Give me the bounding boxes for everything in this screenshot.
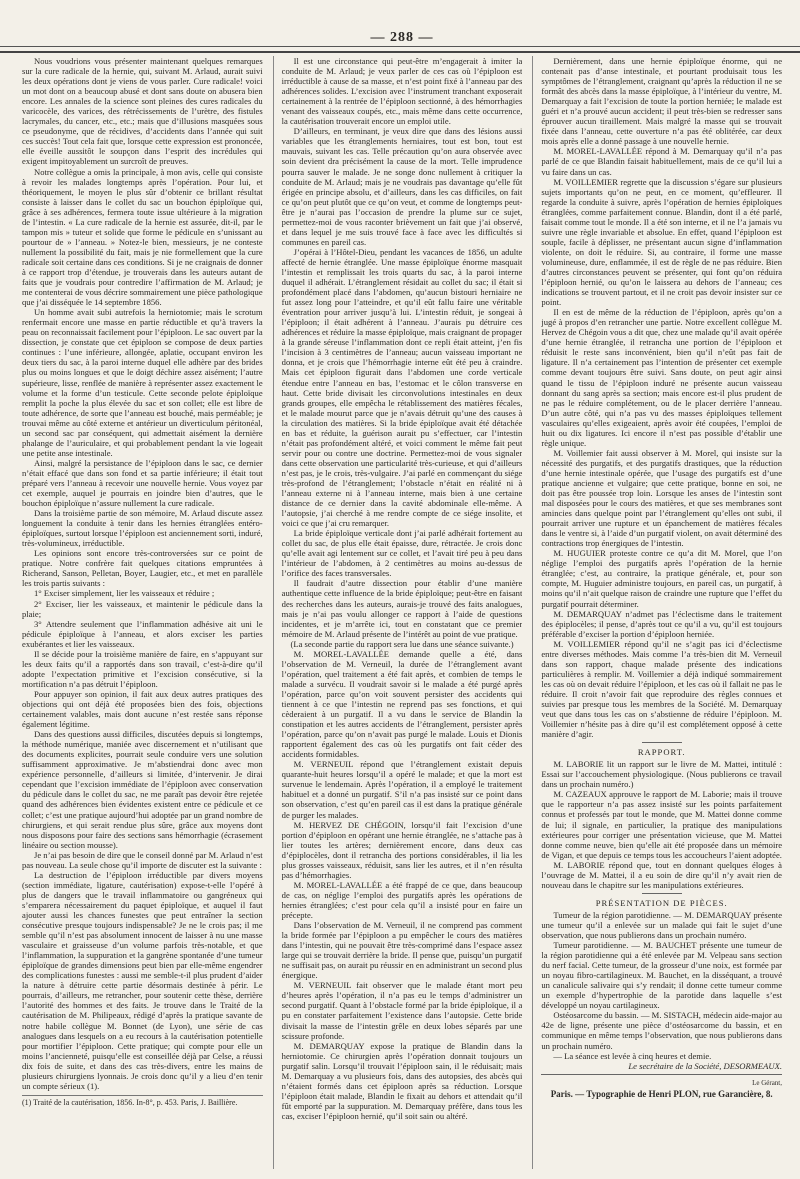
paragraph: M. HUGUIER proteste contre ce qu’a dit M. Morel, que l’on néglige l’emploi des purgatifs après l’opération de la hernie étranglée; c’est, au contraire, la pratique générale, et, pour son compte, M. Huguier administre toujours, en pareil cas, un purgatif, à moins qu’il n’ait quelque raison de craindre une rupture que l’effet du purgatif pourrait déterminer. <box>541 548 783 609</box>
paragraph: La bride épiploïque verticale dont j’ai parlé adhérait fortement au collet du sac, de plus elle était épaisse, dure, rétractée. Je crois donc qu’elle avait agi lentement sur ce collet, et l’avait tiré peu à peu dans l’intérieur de l’abdomen, à 2 centimètres au moins au-dessus de l’orifice des faces transversales. <box>281 528 523 579</box>
paragraph: M. MOREL-LAVALLÉE a été frappé de ce que, dans beaucoup de cas, on néglige l’emploi des purgatifs après les opérations de hernies étranglées; c’est pour cela qu’il a insisté pour en faire un précepte. <box>281 879 523 920</box>
secretary-signature: Le secrétaire de la Société, DESORMEAUX. <box>628 1060 783 1071</box>
paragraph: M. DEMARQUAY n’admet pas l’éclectisme dans le traitement des épiplocèles; il pense, d’après tout ce qu’il a vu, qu’il est toujours préférable d’exciser la portion d’épiploon herniée. <box>541 608 783 639</box>
column-3 <box>532 56 782 1169</box>
section-heading-rapport: RAPPORT. <box>637 747 686 758</box>
page-header <box>22 10 782 45</box>
paragraph: Il faudrait d’autre dissection pour établir d’une manière authentique cette influence de la bride épiploïque; peut-être en faisant des recherches dans les auteurs, aurais-je trouvé des faits analogues, mais je n’ai pas voulu allonger ce rapport à l’aide de questions incidentes, et je m’arrête ici, tout en constatant que ce premier mémoire de M. Arlaud présente de l’intérêt au point de vue pratique. <box>281 578 523 639</box>
paragraph: M. VERNEUIL fait observer que le malade étant mort peu d’heures après l’opération, il n’a pas eu le temps d’administrer un second purgatif. Quant à l’obstacle formé par la bride épiploïque, il a pu en constater parfaitement l’existence dans l’autopsie. Cette bride divisait la masse de l’intestin grêle en deux lobes séparés par une scissure profonde. <box>281 980 523 1041</box>
paragraph: Ostéosarcome du bassin. — M. SISTACH, médecin aide-major au 42e de ligne, présente une pièce d’ostéosarcome du bassin, et en communique en même temps l’observation, que nous publierons dans un prochain numéro. <box>541 1010 783 1051</box>
paragraph: M. MOREL-LAVALLÉE répond à M. Demarquay qu’il n’a pas parlé de ce que Blandin faisait habituellement, mais de ce qu’il lui a vu faire dans un cas. <box>541 146 783 177</box>
paragraph: Dans des questions aussi difficiles, discutées depuis si longtemps, la méthode numérique, maniée avec discernement et n’utilisant que des documents explicites, pourrait seule conduire vers une solution suffisamment approximative. Je m’abstiendrai donc avec mon expérience personnelle, d’ailleurs si limitée, d’intervenir. Je dirai cependant que l’excision immédiate de l’épiploon avec conservation du pédicule dans le collet du sac, ne me paraît pas devoir être rejetée quand des adhérences bien évidentes existent entre ce pédicule et ce collet; c’est une pratique aujourd’hui adoptée par un grand nombre de chirurgiens, et qui serait rendue plus sûre, grâce aux moyens dont nous disposons pour faire des sections sans hémorrhagie (écrasement linéaire ou section mousse). <box>22 729 263 850</box>
paragraph: Il en est de même de la réduction de l’épiploon, après qu’on a jugé à propos d’en retrancher une partie. Notre excellent collègue M. Hervez de Chégoin vous a dit que, chez une malade qu’il avait opérée d’une hernie étranglée, il retrancha une portion de l’épiploon et réduisit le reste sans inconvénient, bien qu’il n’eût pas fait de ligature. Il n’a certainement pas l’intention de présenter cet exemple comme devant toujours être suivi. Sans doute, on peut agir ainsi quand le tissu de l’épiploon induré ne présente aucun vaisseau donnant du sang après sa section; mais encore est-il plus prudent de ne pas le réduire complétement, ou de le placer derrière l’anneau. D’un autre côté, qui n’a pas vu des masses épiploïques tellement vasculaires qu’elles exigeaient, après avoir été coupées, l’emploi de huit ou dix ligatures. Ici encore il n’est pas possible d’établir une règle unique. <box>541 307 783 448</box>
paragraph: (La seconde partie du rapport sera lue dans une séance suivante.) <box>290 638 514 649</box>
footnote: (1) Traité de la cautérisation, 1856. In-8°, p. 453. Paris, J. Baillière. <box>22 1095 263 1108</box>
paragraph: Il se décide pour la troisième manière de faire, en s’appuyant sur les deux faits qu’il a rapportés dans son travail, c’est-à-dire qu’il adopte l’expectation primitive et l’excision consécutive, si la mortification n’a pas détruit l’épiploon. <box>22 648 263 689</box>
paragraph: M. VOILLEMIER répond qu’il ne s’agit pas ici d’éclectisme entre diverses méthodes. Mais comme l’a très-bien dit M. Verneuil dans son rapport, chaque malade présente des indications particulières à remplir. M. Voillemier a déjà indiqué sommairement les cas où on devait réduire l’épiploon, et les cas où il fallait ne pas le réduire. Il croit n’avoir fait que reproduire des règles connues et suivies par presque tous les membres de la Société. M. Demarquay veut que dans tous les cas on s’abstienne de réduire l’épiploon. M. Voillemier n’hésite pas à dire qu’il est complétement opposé à cette manière d’agir. <box>541 638 783 740</box>
list-item: 2° Exciser, lier les vaisseaux, et maintenir le pédicule dans la plaie; <box>22 598 263 619</box>
paragraph: Les opinions sont encore très-controversées sur ce point de pratique. Notre confrère fait quelques citations empruntées à Richerand, Sanson, Pelletan, Boyer, Laugier, etc., et met en parallèle les trois partis suivants : <box>22 548 263 589</box>
gerant-label: Le Gérant, <box>752 1078 783 1087</box>
paragraph: M. LABORIE répond que, tout en donnant quelques éloges à l’ouvrage de M. Mattei, il a eu soin de dire qu’il n’y avait rien de nouveau dans le chapitre sur les manipulations extérieures. <box>541 859 783 890</box>
paragraph: Dans l’observation de M. Verneuil, il ne comprend pas comment la bride formée par l’épiploon a pu empêcher le cours des matières dans l’intestin, qui ne pouvait être très-comprimé dans l’espace assez large qui se trouvait derrière la bride. Il pense que, puisqu’un purgatif ne suffisait pas, on aurait pu réussir en en administrant un second plus énergique. <box>281 920 523 981</box>
paragraph: J’opérai à l’Hôtel-Dieu, pendant les vacances de 1856, un adulte affecté de hernie étranglée. Une masse épiploïque énorme masquait l’intestin et remplissait les trois quarts du sac, à la paroi interne duquel il adhérait. L’étranglement résidait au collet du sac; il était si profondément placé dans l’abdomen, qu’aucun bistouri herniaire ne fut assez long pour l’atteindre, et qu’il eût fallu faire une véritable éventration pour arriver jusqu’à lui. L’intestin réduit, je songeai à l’épiploon; il était adhérent à l’anneau. J’aurais pu détruire ces adhérences et réduire la masse épiploïque, mais craignant de propager à la grande séreuse l’inflammation dont ce repli était atteint, j’en fis l’incision à 3 centimètres de l’anneau; aucun vaisseau important ne donna, et je crois que l’hémorrhagie interne eût été peu à craindre. Mais cet épiploon figurait dans l’abdomen une corde verticale étendue entre l’anneau en bas, l’estomac et le côlon transverse en haut. Cette bride divisait les circonvolutions intestinales en deux grands groupes, elle empêcha le rétablissement des matières fécales, et le malade mourut parce que je n’avais détruit qu’une des causes à la circulation des matières. Si la bride épiploïque avait été détachée en bas et réduite, la guérison aurait pu s’effectuer, car l’intestin n’était pas profondément altéré, et voici comment le même fait peut servir pour ou contre une doctrine. Permettez-moi de vous signaler dans cette observation une particularité très-curieuse, et qui d’ailleurs n’est pas, je le crois, très-vulgaire. J’ai parlé en commençant du siége très-profond de l’étranglement; l’obstacle n’était en réalité ni à l’anneau externe ni à l’anneau interne, mais bien à une certaine distance de ce dernier dans la cavité abdominale elle-même. A l’autopsie, j’ai cherché à me rendre compte de ce siége insolite, et voici ce que j’ai cru remarquer. <box>281 246 523 529</box>
closing-line: — La séance est levée à cinq heures et demie. <box>553 1050 712 1061</box>
page-number: — 288 — <box>370 30 434 45</box>
divider <box>642 893 682 894</box>
section-heading-pieces: PRÉSENTATION DE PIÈCES. <box>595 897 728 908</box>
paragraph: Notre collègue a omis la principale, à mon avis, celle qui consiste à revoir les malades longtemps après l’opération. Pour lui, et théoriquement, le moyen le plus sûr d’obtenir ce brillant résultat consiste à laisser dans le collet du sac un bouchon épiploïque qui, grâce à ses adhérences, fermera toute issue ultérieure à la migration de l’intestin. « La cure radicale de la hernie est assurée, dit-il, par le tampon mis » tuteur et solide que forme le pédicule en s’unissant au pourtour de » l’anneau. » Notez-le bien, messieurs, je ne conteste nullement la possibilité du fait, mais je nie formellement que la cure radicale soit certaine dans ces conditions. Si je ne craignais de donner à ce rapport trop d’étendue, je trouverais dans les auteurs autant de faits que je voudrais pour contredire l’affirmation de M. Arlaud; je me contenterai de vous décrire sommairement une pièce pathologique que j’ai disséquée le 14 septembre 1856. <box>22 166 263 308</box>
paragraph: D’ailleurs, en terminant, je veux dire que dans des lésions aussi variables que les étranglements herniaires, tout est bon, tout est mauvais, suivant les cas. Telle précaution qu’on aura observée avec soin devient dra précisément la cause de la mort. Telle imprudence pourra sauver le malade. Je ne songe donc nullement à critiquer la conduite de M. Arlaud; mais je ne voudrais pas davantage qu’elle fût érigée en principe absolu, et d’ailleurs, dans les cas difficiles, on fait ce qu’on peut plutôt que ce qu’on veut, et comme de longtemps peut-être je n’aurai pas l’occasion de prendre la plume sur ce sujet, permettez-moi de vous raconter brièvement un fait que j’ai observé, et dans lequel je me suis trouvé face à face avec les difficultés si communes en pareil cas. <box>281 126 523 247</box>
paragraph: M. VOILLEMIER regrette que la discussion s’égare sur plusieurs sujets importants qu’on ne peut, en ce moment, qu’effleurer. Il regarde la conduite à suivre, après l’opération de hernies épiploïques étranglées, comme parfaitement connue. Blandin, dont il a été parlé, faisait comme tout le monde. Il a été son interne, et il ne l’a jamais vu suivre une règle invariable et absolue. En effet, quand l’épiploon est souple, facile à déplisser, ne présentant aucun signe d’inflammation violente, on doit le réduire. Si, au contraire, il forme une masse volumineuse, dure, enflammée, il est de règle de ne pas réduire. Bien d’autres circonstances peuvent se présenter, qui font qu’on réduira l’épiploon hernié, ou qu’on le laissera au dehors de l’anneau; ces indications se trouvent partout, et il ne croit pas devoir insister sur ce point. <box>541 176 783 308</box>
header-rule <box>0 46 800 53</box>
paragraph: M. MOREL-LAVALLÉE demande quelle a été, dans l’observation de M. Verneuil, la durée de l’étranglement avant l’opération, quel traitement a été fait après, et combien de temps le malade a survécu. Il voudrait savoir si le malade a été purgé après l’opération, parce qu’on voit souvent persister des accidents qui tiennent à ce que l’intestin ne reprend pas ses fonctions, et qui cèderaient à un purgatif. Il a vu dans le service de Blandin la constipation et les autres accidents de l’étranglement, persister après l’opération, parce qu’on n’avait pas purgé le malade. Louis et Dionis rapportent également des cas où les purgatifs ont fait céder des accidents formidables. <box>281 648 523 760</box>
divider <box>642 742 682 743</box>
paragraph: Pour appuyer son opinion, il fait aux deux autres pratiques des objections qui ont déjà été proposées bien des fois, objections certainement valables, mais dont aucune n’est restée sans réponse également légitime. <box>22 688 263 730</box>
paragraph: M. CAZEAUX approuve le rapport de M. Laborie; mais il trouve que le rapporteur n’a pas assez insisté sur les points parfaitement connus et professés par tout le monde, que M. Mattei donne comme de lui; il signale, en particulier, la pratique des manipulations extérieures pour corriger une présentation vicieuse, que M. Mattei donne comme neuve, bien qu’elle ait été proposée dans un mémoire de Vigan, et que depuis ce temps tous les accoucheurs l’aient adoptée. <box>541 789 783 860</box>
column-1 <box>22 56 263 1169</box>
divider <box>541 1074 782 1075</box>
paragraph: Dans la troisième partie de son mémoire, M. Arlaud discute assez longuement la conduite à tenir dans les hernies étranglées entéro-épiploïques, surtout lorsque l’épiploon est anciennement sorti, induré, très-volumineux, irréductible. <box>22 508 263 549</box>
text-columns <box>22 56 782 1169</box>
paragraph: Ainsi, malgré la persistance de l’épiploon dans le sac, ce dernier n’était effacé que dans son fond et sa partie inférieure; il était tout préparé vers l’anneau à recevoir une nouvelle hernie. Vous voyez par cet exemple, auquel je pourrais en joindre bien d’autres, que le bouchon épiploïque n’assure nullement la cure radicale. <box>22 457 263 509</box>
paragraph: M. Voillemier fait aussi observer à M. Morel, qui insiste sur la nécessité des purgatifs, et des purgatifs drastiques, que la réduction d’une hernie intestinale opérée, que l’usage des purgatifs est d’une pratique ancienne et vulgaire; que cette pratique, bonne en soi, ne doit pas être poussée trop loin. Lorsque les anses de l’intestin sont mal disposées pour le cours des matières, et que ses membranes sont amincies dans quelque point par l’étranglement qu’elles ont subi, il pourrait arriver une rupture et un épanchement de matières fécales dans le ventre si, à l’aide d’un purgatif violent, on avait déterminé des contractions trop énergiques de l’intestin. <box>541 447 783 549</box>
list-item: 3° Attendre seulement que l’inflammation adhésive ait uni le pédicule épiploïque à l’anneau, et alors exciser les parties exubérantes et lier les vaisseaux. <box>22 618 263 649</box>
paragraph: Il est une circonstance qui peut-être m’engagerait à imiter la conduite de M. Arlaud; je veux parler de ces cas où l’épiploon est irréductible à cause de sa masse, et n’est point fixé à l’anneau par des adhérences solides. L’excision avec l’instrument tranchant exposerait certainement à la rentrée de l’épiploon sectionné, à des hémorrhagies venant des vaisseaux coupés, etc., mais même dans cette occurrence, la cautérisation trouverait encore un emploi utile. <box>281 56 523 127</box>
paragraph: M. VERNEUIL répond que l’étranglement existait depuis quarante-huit heures lorsqu’il a opéré le malade; et que la mort est survenue le lendemain. Après l’opération, il a employé le traitement habituel et a donné un purgatif. S’il n’a pas insisté sur ce point dans son observation, c’est qu’en pareil cas il est dans la pratique générale de purger les malades. <box>281 759 523 820</box>
paragraph: Dernièrement, dans une hernie épiploïque énorme, qui ne contenait pas d’anse intestinale, et pourtant produisait tous les symptômes de l’étranglement, craignant qu’après la réduction il ne se formât des abcès dans la masse épiploïque, à l’intérieur du ventre, M. Demarquay a fait l’excision de toute la portion herniée; le malade est guéri et n’a prouvé aucun accident; il peut très-bien se redresser sans éprouver aucun tiraillement. Mais malgré la masse qui se trouvait fixée dans l’anneau, cette ouverture n’a pas été oblitérée, car deux mois après elle a donné passage à une nouvelle hernie. <box>541 56 783 147</box>
column-2 <box>273 56 523 1169</box>
printer-line: Paris. — Typographie de Henri PLON, rue Garancière, 8. <box>550 1088 773 1099</box>
paragraph: La destruction de l’épiploon irréductible par divers moyens (section immédiate, ligature, cautérisation) expose-t-elle l’opéré à plus de dangers que le travail inflammatoire ou gangréneux qui s’emparera nécessairement du paquet épiploïque, et auquel il faut ajouter aussi les chances funestes que peut entraîner la section consécutive presque toujours indispensable? Je ne le crois pas; il me semble qu’il n’est pas absolument innocent de laisser à nu une masse vasculaire et graisseuse d’un volume parfois très-notable, et que l’inflammation, la suppuration et la gangrène spontanée d’une tumeur épiploïque de grandes dimensions peut bien par elle-même engendrer des complications funestes : aussi me semble-t-il plus prudent d’aider la nature à détruire cette partie désormais destinée à périr. Le pourrais, d’ailleurs, me retrancher, pour soutenir cette thèse, derrière l’autorité des hommes et des faits. Je trouve dans le Traité de la cautérisation de M. Philipeaux, rédigé d’après la pratique savante de notre habile collègue M. Bonnet (de Lyon), une série de cas analogues dans lesquels on a eu recours à la cautérisation potentielle pour mortifier l’épiploon. Cette pratique; qui compte pour elle un moins l’ancienneté, puisqu’elle est conseillée déjà par Celse, a réussi dix fois de suite, et dans des cas très-divers, entre les mains de plusieurs chirurgiens lyonnais. Je crois donc qu’il y a lieu d’en tenir un compte sérieux (1). <box>22 869 263 1091</box>
paragraph: Nous voudrions vous présenter maintenant quelques remarques sur la cure radicale de la hernie, qui, suivant M. Arlaud, aurait suivi les deux opérations dont je viens de vous parler. Cure radicale! voici un mot dont on a beaucoup abusé et dont sans doute on abusera bien encore. Les annales de la science sont pleines des cures radicales du varicocèle, des varices, des rétrécissements de l’urètre, des fistules lacrymales, du cancer, etc., etc.; mais que d’illusions masquées sous ce pseudonyme, que de récidives, d’accidents dans l’année qui suit ces succès! Tout cela fait que, lorsque cette expression est prononcée, elle éveille aussitôt le soupçon dans l’esprit des incrédules qui exigent impitoyablement un surcroît de preuves. <box>22 56 263 167</box>
paragraph: Je n’ai pas besoin de dire que le conseil donné par M. Arlaud n’est pas nouveau. La seule chose qu’il importe de discuter est la suivante : <box>22 849 263 870</box>
paragraph: M. DEMARQUAY expose la pratique de Blandin dans la herniotomie. Ce chirurgien après l’opération donnait toujours un purgatif salin. Lorsqu’il trouvait l’épiploon sain, il le réduisait; mais M. Demarquay a vu plusieurs fois, dans des autopsies, des abcès qui n’étaient formés dans cet épiploon après sa réduction. Lorsque l’épiploon était malade, Blandin le fixait au dehors et attendait qu’il fût emporté par la suppuration. M. Demarquay préfère, dans tous les cas, exciser l’épiploon hernié, qu’il soit sain ou altéré. <box>281 1040 523 1121</box>
list-item: 1° Exciser simplement, lier les vaisseaux et réduire ; <box>34 588 215 599</box>
paragraph: M. HERVEZ DE CHÉGOIN, lorsqu’il fait l’excision d’une portion d’épiploon en opérant une hernie étranglée, ne s’attache pas à lier toutes les artères; dernièrement encore, dans deux cas d’épiplocèles, dont il retrancha des portions considérables, il lia les plus grosses vaisseaux, réduisit, sans lier les autres, et il n’en résulta pas d’hémorrhagies. <box>281 819 523 880</box>
paragraph: Tumeur de la région parotidienne. — M. DEMARQUAY présente une tumeur qu’il a enlevée sur un malade qui fait le sujet d’une observation, que nous publierons dans un prochain numéro. <box>541 909 783 940</box>
paragraph: Tumeur parotidienne. — M. BAUCHET présente une tumeur de la région parotidienne qui a été enlevée par M. Velpeau sans section du nerf facial. Cette tumeur, de la grosseur d’une noix, est formée par un noyau fibro-cartilagineux. M. Bauchet, en la disséquant, a trouvé un canalicule salivaire qui s’y rendait; il donne cette tumeur comme un exemple d’hypertrophie de la parotide dans laquelle s’est développé un noyau cartilagineux. <box>541 940 783 1011</box>
paragraph: M. LABORIE lit un rapport sur le livre de M. Mattei, intitulé : Essai sur l’accouchement physiologique. (Nous publierons ce travail dans un prochain numéro.) <box>541 759 783 790</box>
paragraph: Un homme avait subi autrefois la herniotomie; mais le scrotum renfermait encore une masse en partie réductible et qu’à travers la peau on reconnaissait facilement pour l’épiploon. Le sac ouvert par la dissection, je constate que cet épiploon se compose de deux parties continues : l’une inférieure, allongée, aplatie, occupant environ les deux tiers du sac, à la paroi interne duquel elle adhère par des brides plus ou moins longues et que le doigt déchire assez aisément; l’autre supérieure, lisse, renflée de manière à représenter assez exactement le volume et la forme d’un testicule. Cette seconde pelote épiploïque remplit la poche la plus élevée du sac et son collet; elle est libre de toute adhérence, de sorte que l’anneau est bouché, mais perméable; je trouvai même au côté externe et antérieur un diverticulum péritonéal, un second sac par conséquent, qui admettait aisément la dernière phalange de l’auriculaire, et qui probablement pendant la vie logeait une petite anse intestinale. <box>22 307 263 458</box>
